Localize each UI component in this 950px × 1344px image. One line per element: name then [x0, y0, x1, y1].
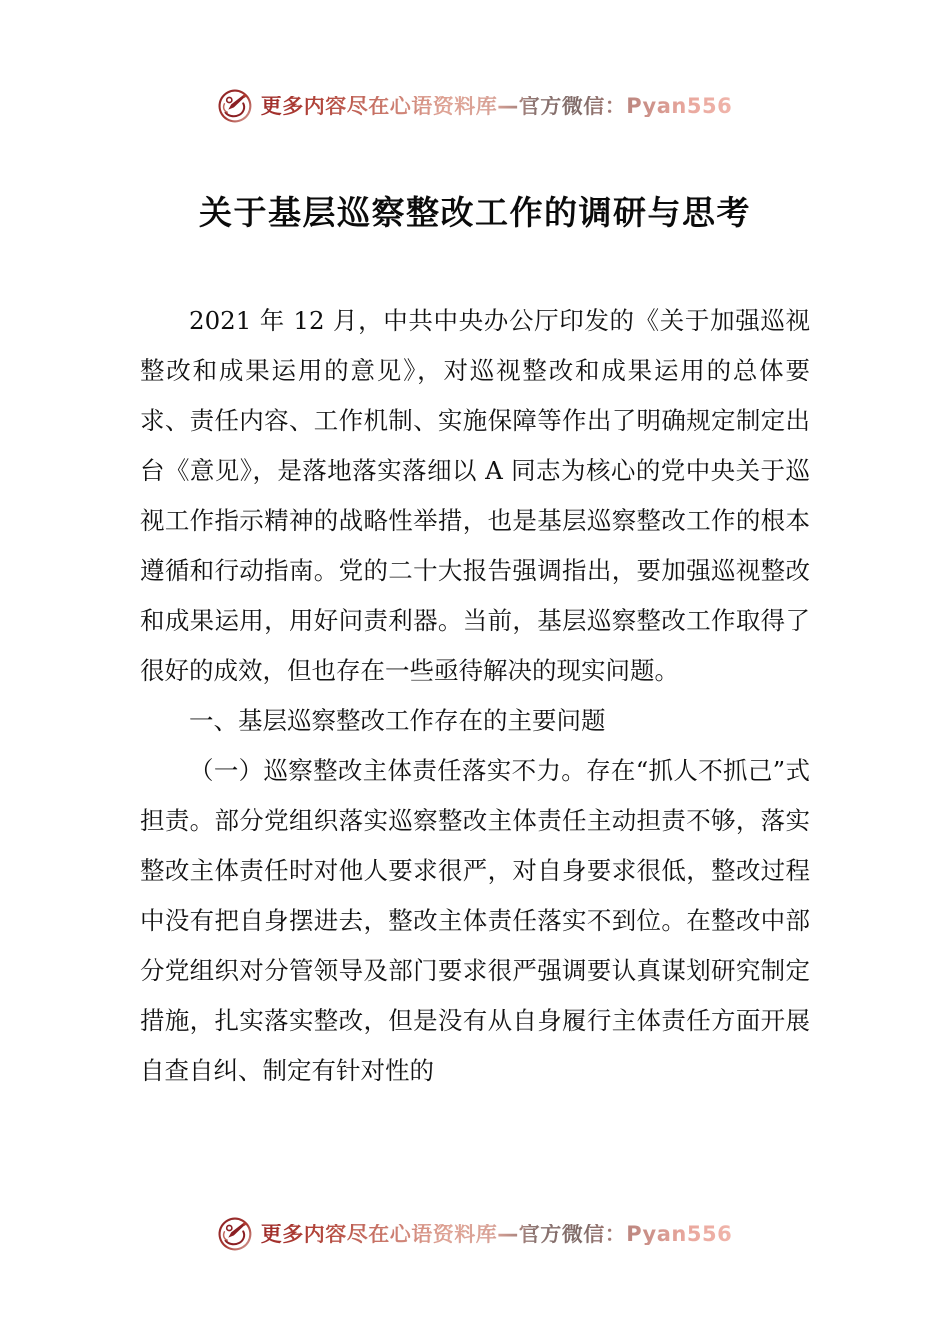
- circular-seal-logo-icon: [218, 89, 252, 123]
- paragraph-intro: 2021 年 12 月，中共中央办公厅印发的《关于加强巡视整改和成果运用的意见》，对巡视整改和成果运用的总体要求、责任内容、工作机制、实施保障等作出了明确规定制定出台《意见》，是落地落实落细以 A 同志为核心的党中央关于巡视工作指示精神的战略性举措，也是基层巡察整改工作的根本遵循和行动指南。党的二十大报告强调指出，要加强巡视整改和成果运用，用好问责利器。当前，基层巡察整改工作取得了很好的成效，但也存在一些亟待解决的现实问题。: [140, 306, 810, 685]
- watermark-text: 更多内容尽在心语资料库—官方微信：Pyan556: [260, 1221, 733, 1246]
- watermark-text: 更多内容尽在心语资料库—官方微信：Pyan556: [260, 93, 733, 118]
- section-heading-one: 一、基层巡察整改工作存在的主要问题: [189, 706, 606, 735]
- page-title: 关于基层巡察整改工作的调研与思考: [199, 193, 751, 233]
- header-watermark: [0, 84, 950, 128]
- footer-watermark: [0, 1212, 950, 1256]
- document-body: [140, 296, 810, 1096]
- circular-seal-logo-icon: [218, 1217, 252, 1251]
- subsection-one-one: （一）巡察整改主体责任落实不力。存在“抓人不抓己”式担责。部分党组织落实巡察整改主体责任主动担责不够，落实整改主体责任时对他人要求很严，对自身要求很低，整改过程中没有把自身摆进去，整改主体责任落实不到位。在整改中部分党组织对分管领导及部门要求很严强调要认真谋划研究制定措施，扎实落实整改，但是没有从自身履行主体责任方面开展自查自纠、制定有针对性的: [140, 756, 810, 1085]
